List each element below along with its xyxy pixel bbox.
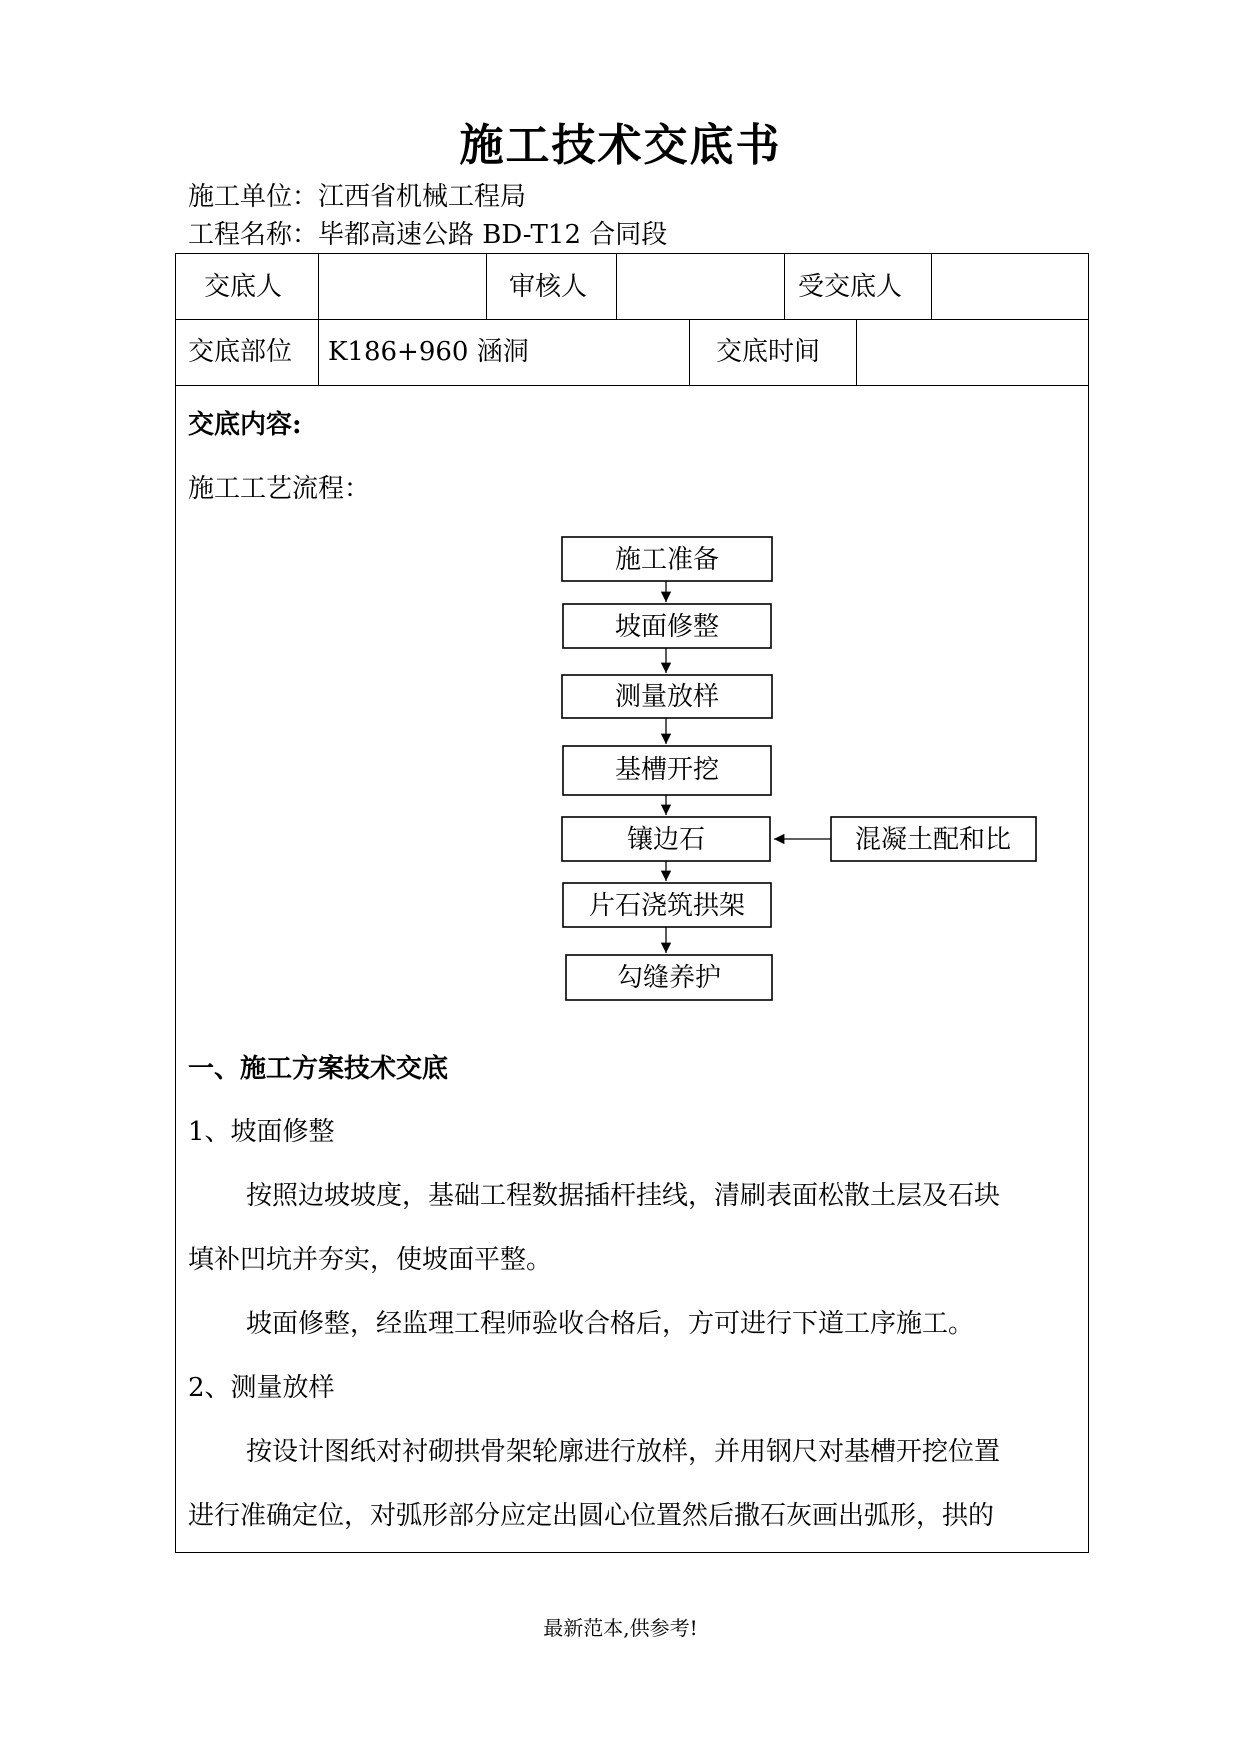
flow-step-2: 坡面修整 <box>614 612 720 642</box>
flow-step-7: 勾缝养护 <box>616 963 722 993</box>
subsection-1-heading: 1、坡面修整 <box>188 1117 335 1147</box>
project-name: 工程名称：毕都高速公路 BD-T12 合同段 <box>188 220 668 250</box>
page-footer: 最新范本,供参考! <box>543 1616 698 1640</box>
flow-step-3: 测量放样 <box>614 682 720 712</box>
recipient-label: 受交底人 <box>798 272 903 302</box>
reviewer-label: 审核人 <box>509 272 588 302</box>
flow-label: 施工工艺流程： <box>188 474 371 504</box>
paragraph-2: 坡面修整，经监理工程师验收合格后，方可进行下道工序施工。 <box>246 1309 975 1339</box>
flow-step-1: 施工准备 <box>614 545 720 575</box>
time-label: 交底时间 <box>716 337 821 367</box>
process-flowchart <box>176 254 1090 1014</box>
flow-step-4: 基槽开挖 <box>614 755 720 785</box>
content-label: 交底内容: <box>188 410 302 440</box>
document-title: 施工技术交底书 <box>459 120 782 171</box>
paragraph-1-line-2: 填补凹坑并夯实，使坡面平整。 <box>188 1245 553 1275</box>
construction-unit: 施工单位：江西省机械工程局 <box>188 182 527 212</box>
paragraph-3-line-1: 按设计图纸对衬砌拱骨架轮廓进行放样，并用钢尺对基槽开挖位置 <box>246 1437 1001 1467</box>
discloser-label: 交底人 <box>204 272 283 302</box>
subsection-2-heading: 2、测量放样 <box>188 1373 335 1403</box>
flow-step-5: 镶边石 <box>626 825 706 855</box>
location-label: 交底部位 <box>188 337 293 367</box>
paragraph-1-line-1: 按照边坡坡度，基础工程数据插杆挂线，清刷表面松散土层及石块 <box>246 1181 1001 1211</box>
disclosure-table <box>175 253 1089 1553</box>
flow-side-step: 混凝土配和比 <box>854 825 1012 855</box>
paragraph-3-line-2: 进行准确定位，对弧形部分应定出圆心位置然后撒石灰画出弧形，拱的 <box>188 1501 995 1531</box>
section-1-heading: 一、施工方案技术交底 <box>188 1054 449 1084</box>
location-value: K186+960 涵洞 <box>328 337 529 367</box>
flow-step-6: 片石浇筑拱架 <box>588 891 746 921</box>
